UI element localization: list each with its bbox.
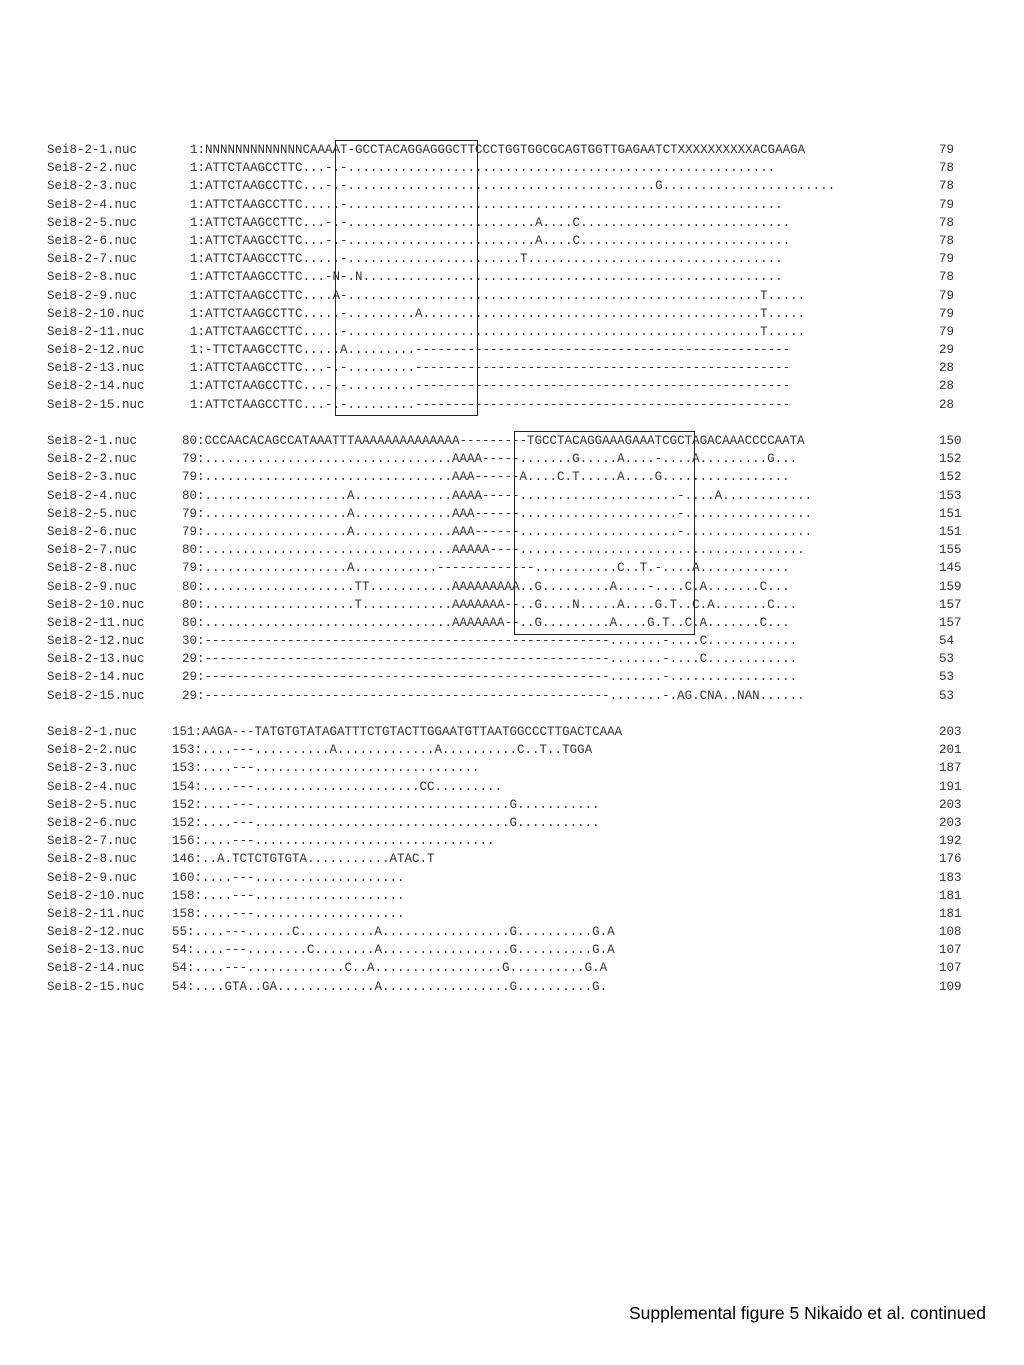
sequence-name: Sei8-2-7.nuc <box>47 252 138 267</box>
sequence-text: 54:....---........C........A.................G..........G.A <box>172 943 615 958</box>
sequence-name: Sei8-2-12.nuc <box>47 925 145 940</box>
sequence-name: Sei8-2-8.nuc <box>47 852 138 867</box>
sequence-end-position: 192 <box>939 834 962 849</box>
sequence-text: 1:ATTCTAAGCCTTC...-.-......................................................... <box>190 161 776 176</box>
sequence-text: 154:....---......................CC......... <box>172 779 503 794</box>
sequence-name: Sei8-2-12.nuc <box>47 634 145 649</box>
sequence-end-position: 53 <box>939 670 955 685</box>
sequence-end-position: 109 <box>939 979 962 994</box>
sequence-name: Sei8-2-1.nuc <box>47 725 138 739</box>
sequence-end-position: 53 <box>939 652 955 667</box>
sequence-end-position: 78 <box>939 270 955 285</box>
sequence-end-position: 145 <box>939 561 962 576</box>
sequence-name: Sei8-2-7.nuc <box>47 543 138 558</box>
sequence-end-position: 54 <box>939 634 955 649</box>
sequence-end-position: 78 <box>939 179 955 194</box>
sequence-name: Sei8-2-4.nuc <box>47 197 138 212</box>
sequence-text: 158:....---.................... <box>172 888 405 903</box>
sequence-name: Sei8-2-8.nuc <box>47 561 138 576</box>
sequence-name: Sei8-2-2.nuc <box>47 161 138 176</box>
sequence-name: Sei8-2-13.nuc <box>47 361 145 376</box>
sequence-end-position: 191 <box>939 779 962 794</box>
sequence-text: 80:.................................AAAAA----...................................... <box>182 543 805 558</box>
sequence-end-position: 151 <box>939 524 962 539</box>
sequence-end-position: 28 <box>939 379 955 394</box>
sequence-text: 80:CCCAACACAGCCATAAATTTAAAAAAAAAAAAAA---------TGCCTACAGGAAAGAAATCGCTAGACAAACCCCAATA <box>182 434 805 448</box>
sequence-text: 1:ATTCTAAGCCTTC...-.-.........................A....C............................ <box>190 215 791 230</box>
sequence-end-position: 79 <box>939 197 955 212</box>
sequence-text: 55:....---......C..........A.................G..........G.A <box>172 925 615 940</box>
sequence-name: Sei8-2-10.nuc <box>47 306 145 321</box>
sequence-text: 1:ATTCTAAGCCTTC....A-.......................................................T..... <box>190 288 806 303</box>
sequence-name: Sei8-2-13.nuc <box>47 943 145 958</box>
sequence-name: Sei8-2-14.nuc <box>47 961 145 976</box>
sequence-text: 80:....................TT...........AAAAAAAAA..G.........A....-....C.A.......C... <box>182 579 790 594</box>
sequence-end-position: 150 <box>939 434 962 448</box>
sequence-text: 1:ATTCTAAGCCTTC...-N-.N........................................................ <box>190 270 783 285</box>
sequence-name: Sei8-2-1.nuc <box>47 434 138 448</box>
sequence-text: 153:....---.............................. <box>172 761 480 776</box>
sequence-end-position: 181 <box>939 888 962 903</box>
sequence-text: 79:...................A.............AAA------.....................-................. <box>182 524 813 539</box>
sequence-end-position: 28 <box>939 361 955 376</box>
sequence-name: Sei8-2-11.nuc <box>47 906 145 921</box>
sequence-text: 79:.................................AAAA-----.......G.....A....-....A.........G... <box>182 452 798 467</box>
sequence-end-position: 28 <box>939 397 955 412</box>
sequence-text: 1:ATTCTAAGCCTTC...-.-.........-------------------------------------------------- <box>190 361 791 376</box>
sequence-name: Sei8-2-3.nuc <box>47 179 138 194</box>
sequence-end-position: 151 <box>939 506 962 521</box>
sequence-end-position: 187 <box>939 761 962 776</box>
sequence-text: 153:....---..........A.............A..........C..T..TGGA <box>172 743 593 758</box>
sequence-end-position: 78 <box>939 161 955 176</box>
sequence-end-position: 157 <box>939 615 962 630</box>
highlight-box-2 <box>514 431 695 635</box>
sequence-name: Sei8-2-14.nuc <box>47 670 145 685</box>
sequence-end-position: 157 <box>939 597 962 612</box>
sequence-name: Sei8-2-4.nuc <box>47 779 138 794</box>
sequence-end-position: 79 <box>939 288 955 303</box>
sequence-text: 1:ATTCTAAGCCTTC.....-.........A.............................................T..... <box>190 306 806 321</box>
sequence-name: Sei8-2-13.nuc <box>47 652 145 667</box>
sequence-text: 79:...................A.............AAA------.....................-................. <box>182 506 813 521</box>
sequence-end-position: 78 <box>939 233 955 248</box>
sequence-text: 152:....---..................................G........... <box>172 797 600 812</box>
sequence-end-position: 152 <box>939 470 962 485</box>
sequence-name: Sei8-2-1.nuc <box>47 143 138 157</box>
sequence-end-position: 79 <box>939 252 955 267</box>
sequence-text: 79:...................A...........-------------...........C..T.-....A............ <box>182 561 790 576</box>
sequence-name: Sei8-2-3.nuc <box>47 470 138 485</box>
sequence-name: Sei8-2-6.nuc <box>47 815 138 830</box>
sequence-text: 151:AAGA---TATGTGTATAGATTTCTGTACTTGGAATGTTAATGGCCCTTGACTCAAA <box>172 725 623 739</box>
sequence-text: 1:ATTCTAAGCCTTC...-.-.........-------------------------------------------------- <box>190 379 791 394</box>
sequence-text: 54:....---.............C..A.................G..........G.A <box>172 961 608 976</box>
sequence-text: 1:ATTCTAAGCCTTC.....-.......................................................T..... <box>190 324 806 339</box>
sequence-text: 156:....---................................ <box>172 834 495 849</box>
sequence-end-position: 201 <box>939 743 962 758</box>
sequence-name: Sei8-2-11.nuc <box>47 324 145 339</box>
sequence-text: 1:ATTCTAAGCCTTC...-.-.........-------------------------------------------------- <box>190 397 791 412</box>
sequence-text: 146:..A.TCTCTGTGTA...........ATAC.T <box>172 852 435 867</box>
sequence-text: 29:------------------------------------------------------.......-....C............ <box>182 652 798 667</box>
sequence-end-position: 203 <box>939 797 962 812</box>
sequence-text: 152:....---..................................G........... <box>172 815 600 830</box>
sequence-text: 1:ATTCTAAGCCTTC.....-.......................................................... <box>190 197 783 212</box>
sequence-end-position: 53 <box>939 688 955 703</box>
sequence-name: Sei8-2-8.nuc <box>47 270 138 285</box>
sequence-text: 29:------------------------------------------------------.......-.AG.CNA..NAN...... <box>182 688 805 703</box>
sequence-end-position: 79 <box>939 324 955 339</box>
sequence-text: 80:.................................AAAAAAA--..G.........A....G.T..C.A.......C... <box>182 615 790 630</box>
sequence-end-position: 79 <box>939 306 955 321</box>
sequence-text: 1:NNNNNNNNNNNNNCAAAAT-GCCTACAGGAGGGCTTCCCTGGTGGCGCAGTGGTTGAGAATCTXXXXXXXXXXACGAAGA <box>190 143 806 157</box>
sequence-name: Sei8-2-5.nuc <box>47 797 138 812</box>
sequence-end-position: 203 <box>939 725 962 739</box>
sequence-name: Sei8-2-15.nuc <box>47 688 145 703</box>
sequence-text: 1:ATTCTAAGCCTTC.....-.......................T.................................. <box>190 252 783 267</box>
sequence-name: Sei8-2-11.nuc <box>47 615 145 630</box>
sequence-end-position: 78 <box>939 215 955 230</box>
sequence-text: 30:------------------------------------------------------.......-....C............ <box>182 634 798 649</box>
sequence-text: 29:------------------------------------------------------.......-................. <box>182 670 798 685</box>
sequence-name: Sei8-2-7.nuc <box>47 834 138 849</box>
sequence-name: Sei8-2-15.nuc <box>47 979 145 994</box>
sequence-name: Sei8-2-9.nuc <box>47 870 138 885</box>
sequence-name: Sei8-2-5.nuc <box>47 506 138 521</box>
sequence-text: 79:.................................AAA------A....C.T.....A....G................. <box>182 470 790 485</box>
sequence-end-position: 181 <box>939 906 962 921</box>
sequence-name: Sei8-2-2.nuc <box>47 452 138 467</box>
sequence-end-position: 183 <box>939 870 962 885</box>
sequence-end-position: 203 <box>939 815 962 830</box>
sequence-text: 160:....---.................... <box>172 870 405 885</box>
sequence-end-position: 159 <box>939 579 962 594</box>
figure-caption: Supplemental figure 5 Nikaido et al. continued <box>628 1303 986 1323</box>
sequence-end-position: 176 <box>939 852 962 867</box>
sequence-end-position: 108 <box>939 925 962 940</box>
sequence-text: 54:....GTA..GA.............A.................G..........G. <box>172 979 608 994</box>
sequence-end-position: 152 <box>939 452 962 467</box>
highlight-box-1 <box>335 140 478 416</box>
sequence-text: 80:...................A.............AAAA-----.....................-....A............ <box>182 488 813 503</box>
sequence-name: Sei8-2-9.nuc <box>47 288 138 303</box>
sequence-text: 1:-TTCTAAGCCTTC.....A.........-------------------------------------------------- <box>190 343 791 358</box>
sequence-name: Sei8-2-5.nuc <box>47 215 138 230</box>
sequence-text: 1:ATTCTAAGCCTTC...-.-.........................................G....................... <box>190 179 836 194</box>
sequence-text: 1:ATTCTAAGCCTTC...-.-.........................A....C............................ <box>190 233 791 248</box>
sequence-name: Sei8-2-6.nuc <box>47 233 138 248</box>
sequence-text: 158:....---.................... <box>172 906 405 921</box>
sequence-name: Sei8-2-6.nuc <box>47 524 138 539</box>
sequence-name: Sei8-2-14.nuc <box>47 379 145 394</box>
sequence-text: 80:....................T............AAAAAAA--..G....N.....A....G.T..C.A.......C... <box>182 597 798 612</box>
sequence-name: Sei8-2-15.nuc <box>47 397 145 412</box>
sequence-name: Sei8-2-12.nuc <box>47 343 145 358</box>
sequence-name: Sei8-2-4.nuc <box>47 488 138 503</box>
sequence-name: Sei8-2-3.nuc <box>47 761 138 776</box>
sequence-end-position: 29 <box>939 343 955 358</box>
sequence-name: Sei8-2-9.nuc <box>47 579 138 594</box>
sequence-end-position: 107 <box>939 961 962 976</box>
sequence-name: Sei8-2-10.nuc <box>47 597 145 612</box>
sequence-end-position: 107 <box>939 943 962 958</box>
sequence-name: Sei8-2-2.nuc <box>47 743 138 758</box>
sequence-end-position: 79 <box>939 143 955 157</box>
sequence-end-position: 153 <box>939 488 962 503</box>
sequence-name: Sei8-2-10.nuc <box>47 888 145 903</box>
sequence-end-position: 155 <box>939 543 962 558</box>
